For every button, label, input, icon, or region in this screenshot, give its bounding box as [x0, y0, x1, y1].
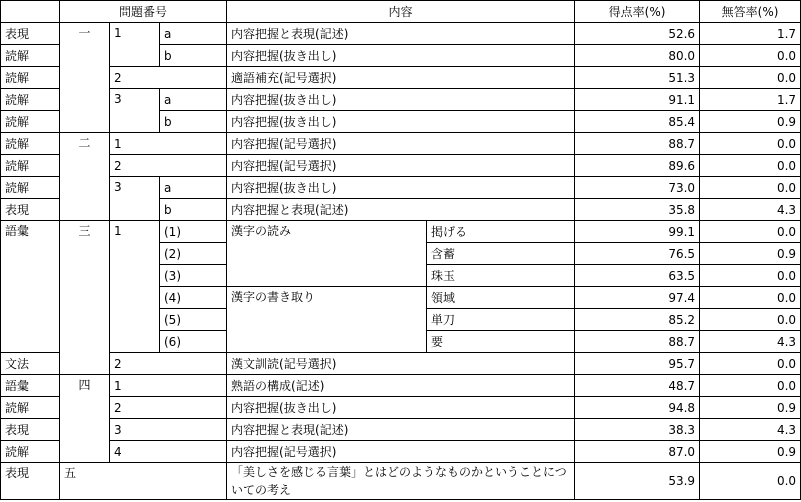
field-cell: 語彙	[1, 221, 60, 353]
minor-number-cell: 1	[110, 221, 160, 353]
content-header: 内容	[227, 1, 575, 23]
field-cell: 読解	[1, 67, 60, 89]
major-number-cell: 二	[60, 133, 110, 221]
part-cell: b	[160, 199, 227, 221]
part-cell: (4)	[160, 287, 227, 309]
score-cell: 73.0	[575, 177, 700, 199]
minor-number-cell: 2	[110, 67, 227, 89]
table-row	[1, 441, 801, 463]
field-cell: 読解	[1, 155, 60, 177]
content-cell: 内容把握(抜き出し)	[227, 111, 575, 133]
table-row	[1, 133, 801, 155]
no-answer-cell: 0.9	[700, 441, 801, 463]
field-cell: 読解	[1, 177, 60, 199]
table-row	[1, 397, 801, 419]
minor-number-cell: 2	[110, 353, 227, 375]
score-cell: 97.4	[575, 287, 700, 309]
minor-number-cell: 4	[110, 441, 227, 463]
question-number-header: 問題番号	[60, 1, 227, 23]
score-cell: 48.7	[575, 375, 700, 397]
score-cell: 95.7	[575, 353, 700, 375]
table-row	[1, 375, 801, 397]
score-cell: 99.1	[575, 221, 700, 243]
minor-number-cell: 3	[110, 419, 227, 441]
score-cell: 76.5	[575, 243, 700, 265]
word-cell: 含蓄	[427, 243, 575, 265]
field-header	[1, 1, 60, 23]
minor-number-cell: 2	[110, 397, 227, 419]
no-answer-cell: 4.3	[700, 331, 801, 353]
word-cell: 掲げる	[427, 221, 575, 243]
table-row	[1, 177, 801, 199]
score-cell: 87.0	[575, 441, 700, 463]
score-cell: 35.8	[575, 199, 700, 221]
content-cell: 適語補充(記号選択)	[227, 67, 575, 89]
table-row	[1, 67, 801, 89]
field-cell: 表現	[1, 463, 60, 500]
part-cell: (1)	[160, 221, 227, 243]
no-answer-cell: 4.3	[700, 419, 801, 441]
no-answer-cell: 0.0	[700, 67, 801, 89]
part-cell: (6)	[160, 331, 227, 353]
content-cell: 内容把握(抜き出し)	[227, 397, 575, 419]
score-cell: 88.7	[575, 331, 700, 353]
score-cell: 85.4	[575, 111, 700, 133]
field-cell: 読解	[1, 89, 60, 111]
content-cell: 「美しさを感じる言葉」とはどのようなものかということについての考え	[227, 463, 575, 500]
no-answer-cell: 1.7	[700, 23, 801, 45]
no-answer-cell: 1.7	[700, 89, 801, 111]
score-cell: 85.2	[575, 309, 700, 331]
no-answer-cell: 0.0	[700, 353, 801, 375]
field-cell: 表現	[1, 199, 60, 221]
no-answer-cell: 0.9	[700, 243, 801, 265]
word-cell: 珠玉	[427, 265, 575, 287]
field-cell: 文法	[1, 353, 60, 375]
word-cell: 領域	[427, 287, 575, 309]
no-answer-cell: 0.0	[700, 375, 801, 397]
minor-number-cell: 1	[110, 23, 160, 67]
minor-number-cell: 3	[110, 89, 160, 133]
content-cell: 漢字の書き取り	[227, 287, 427, 353]
field-cell: 表現	[1, 23, 60, 45]
content-cell: 内容把握と表現(記述)	[227, 23, 575, 45]
content-cell: 内容把握(抜き出し)	[227, 45, 575, 67]
part-cell: (5)	[160, 309, 227, 331]
no-answer-cell: 0.9	[700, 397, 801, 419]
minor-number-cell: 1	[110, 375, 227, 397]
table-row	[1, 463, 801, 500]
score-cell: 91.1	[575, 89, 700, 111]
part-cell: b	[160, 45, 227, 67]
part-cell: (3)	[160, 265, 227, 287]
content-cell: 内容把握(抜き出し)	[227, 177, 575, 199]
score-cell: 38.3	[575, 419, 700, 441]
score-cell: 53.9	[575, 463, 700, 500]
score-cell: 88.7	[575, 133, 700, 155]
content-cell: 内容把握と表現(記述)	[227, 199, 575, 221]
major-number-cell: 四	[60, 375, 110, 463]
word-cell: 単刀	[427, 309, 575, 331]
score-cell: 80.0	[575, 45, 700, 67]
no-answer-cell: 0.0	[700, 133, 801, 155]
score-cell: 63.5	[575, 265, 700, 287]
content-cell: 内容把握と表現(記述)	[227, 419, 575, 441]
content-cell: 内容把握(抜き出し)	[227, 89, 575, 111]
field-cell: 読解	[1, 45, 60, 67]
no-answer-cell: 0.0	[700, 45, 801, 67]
content-cell: 内容把握(記号選択)	[227, 441, 575, 463]
no-answer-cell: 0.0	[700, 463, 801, 500]
field-cell: 語彙	[1, 375, 60, 397]
table-row	[1, 419, 801, 441]
score-cell: 51.3	[575, 67, 700, 89]
content-cell: 漢字の読み	[227, 221, 427, 287]
table-row	[1, 23, 801, 45]
no-answer-cell: 4.3	[700, 199, 801, 221]
no-answer-cell: 0.0	[700, 287, 801, 309]
no-answer-cell: 0.0	[700, 221, 801, 243]
content-cell: 熟語の構成(記述)	[227, 375, 575, 397]
part-cell: a	[160, 89, 227, 111]
field-cell: 読解	[1, 441, 60, 463]
part-cell: (2)	[160, 243, 227, 265]
field-cell: 読解	[1, 111, 60, 133]
content-cell: 漢文訓読(記号選択)	[227, 353, 575, 375]
score-rate-header: 得点率(%)	[575, 1, 700, 23]
part-cell: a	[160, 23, 227, 45]
no-answer-cell: 0.0	[700, 265, 801, 287]
no-answer-cell: 0.0	[700, 155, 801, 177]
score-cell: 89.6	[575, 155, 700, 177]
part-cell: a	[160, 177, 227, 199]
minor-number-cell: 1	[110, 133, 227, 155]
major-number-cell: 一	[60, 23, 110, 133]
header-row	[1, 1, 801, 23]
no-answer-cell: 0.0	[700, 177, 801, 199]
part-cell: b	[160, 111, 227, 133]
minor-number-cell: 3	[110, 177, 160, 221]
content-cell: 内容把握(記号選択)	[227, 133, 575, 155]
table-row	[1, 155, 801, 177]
field-cell: 表現	[1, 419, 60, 441]
table-row	[1, 353, 801, 375]
major-number-cell: 五	[60, 463, 227, 500]
field-cell: 読解	[1, 397, 60, 419]
content-cell: 内容把握(記号選択)	[227, 155, 575, 177]
score-cell: 94.8	[575, 397, 700, 419]
no-answer-cell: 0.0	[700, 309, 801, 331]
score-cell: 52.6	[575, 23, 700, 45]
table-row	[1, 221, 801, 243]
field-cell: 読解	[1, 133, 60, 155]
no-answer-rate-header: 無答率(%)	[700, 1, 801, 23]
minor-number-cell: 2	[110, 155, 227, 177]
major-number-cell: 三	[60, 221, 110, 375]
word-cell: 要	[427, 331, 575, 353]
table-row	[1, 89, 801, 111]
no-answer-cell: 0.9	[700, 111, 801, 133]
